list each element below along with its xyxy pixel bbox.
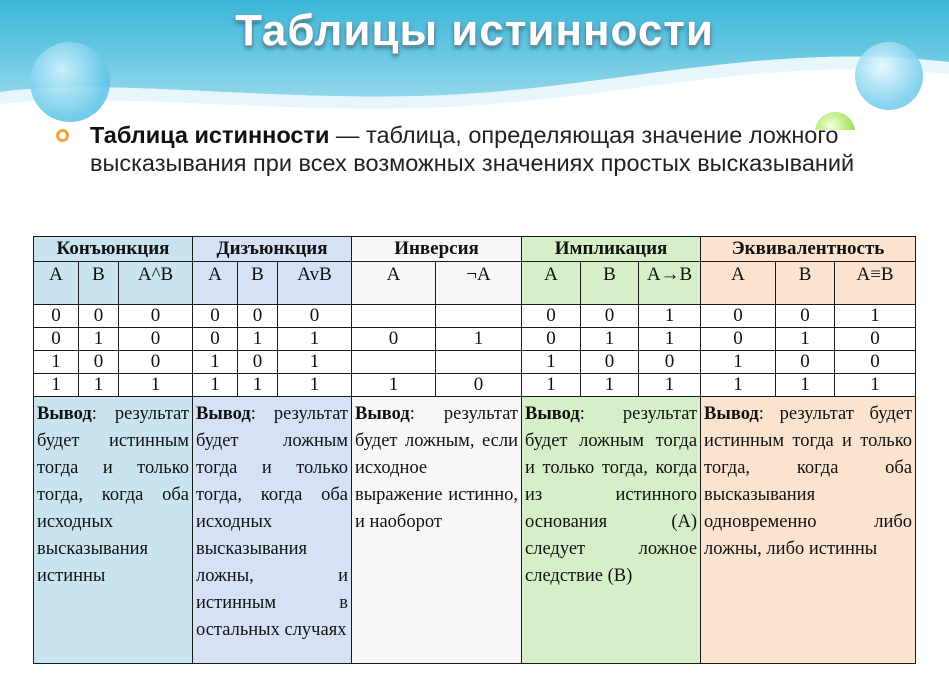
table-cell: 1 bbox=[119, 374, 193, 397]
definition-term: Таблица истинности bbox=[90, 122, 330, 148]
table-cell: 0 bbox=[193, 305, 238, 328]
table-row bbox=[34, 328, 916, 351]
table-cell: 1 bbox=[522, 351, 581, 374]
column-header: A bbox=[34, 262, 79, 305]
table-cell: 1 bbox=[436, 328, 522, 351]
table-cell: 0 bbox=[835, 328, 916, 351]
conclusion-label: Вывод bbox=[704, 404, 759, 424]
table-cell: 1 bbox=[776, 374, 835, 397]
conclusion-text: : результат будет ложным, если исходное выражение истинно, и наоборот bbox=[355, 404, 519, 532]
table-cell: 1 bbox=[278, 328, 352, 351]
column-header: B bbox=[581, 262, 639, 305]
header-conjunction: Конъюнкция bbox=[34, 237, 193, 262]
column-header: AvB bbox=[278, 262, 352, 305]
header-implication: Импликация bbox=[522, 237, 701, 262]
column-header: A≡B bbox=[835, 262, 916, 305]
table-cell: 0 bbox=[34, 305, 79, 328]
slide-title: Таблицы истинности bbox=[235, 6, 714, 55]
table-cell: 0 bbox=[238, 305, 278, 328]
table-cell: 1 bbox=[193, 374, 238, 397]
conclusion-text: : результат будет ложным тогда и только тогда, когда оба исходных высказывания ложны, и истинным в остальных случаях bbox=[196, 404, 349, 640]
table-cell: 0 bbox=[776, 351, 835, 374]
table-cell: 0 bbox=[581, 351, 639, 374]
table-cell: 1 bbox=[639, 305, 701, 328]
header-equivalence: Эквивалентность bbox=[701, 237, 916, 262]
conclusion-equivalence bbox=[701, 397, 916, 664]
table-cell: 0 bbox=[352, 328, 436, 351]
table-cell: 1 bbox=[522, 374, 581, 397]
conclusion-implication bbox=[522, 397, 701, 664]
table-cell: 0 bbox=[119, 328, 193, 351]
table-cell: 1 bbox=[835, 374, 916, 397]
table-cell: 0 bbox=[436, 374, 522, 397]
column-header: A→B bbox=[639, 262, 701, 305]
table-cell: 1 bbox=[193, 351, 238, 374]
table-cell: 0 bbox=[238, 351, 278, 374]
table-cell: 0 bbox=[701, 305, 776, 328]
column-header: B bbox=[79, 262, 119, 305]
table-cell bbox=[352, 351, 436, 374]
table-cell: 1 bbox=[34, 351, 79, 374]
table-cell bbox=[352, 305, 436, 328]
truth-table bbox=[33, 236, 916, 664]
table-cell bbox=[436, 305, 522, 328]
table-row bbox=[34, 305, 916, 328]
table-cell: 1 bbox=[238, 328, 278, 351]
table-row bbox=[34, 351, 916, 374]
conclusion-disjunction bbox=[193, 397, 352, 664]
conclusion-text: : результат будет ложным тогда и только тогда, когда из истинного основания (A) следует ложное следствие (B) bbox=[525, 404, 698, 586]
conclusion-label: Вывод bbox=[355, 404, 410, 424]
header-disjunction: Дизъюнкция bbox=[193, 237, 352, 262]
table-cell: 0 bbox=[522, 305, 581, 328]
table-header-row bbox=[34, 237, 916, 262]
column-header: B bbox=[776, 262, 835, 305]
table-cell: 1 bbox=[835, 305, 916, 328]
conclusion-inversion bbox=[352, 397, 522, 664]
table-cell: 1 bbox=[701, 351, 776, 374]
table-cell: 0 bbox=[776, 305, 835, 328]
table-cell: 1 bbox=[278, 351, 352, 374]
column-header: ¬A bbox=[436, 262, 522, 305]
table-cell: 1 bbox=[352, 374, 436, 397]
table-cell: 1 bbox=[581, 328, 639, 351]
table-cell: 1 bbox=[238, 374, 278, 397]
table-cell: 1 bbox=[278, 374, 352, 397]
table-cell: 1 bbox=[701, 374, 776, 397]
table-cell: 1 bbox=[79, 328, 119, 351]
column-header: A bbox=[701, 262, 776, 305]
definition-text bbox=[90, 121, 890, 177]
conclusion-conjunction bbox=[34, 397, 193, 664]
table-cell: 0 bbox=[79, 305, 119, 328]
table-cell: 1 bbox=[581, 374, 639, 397]
table-cell: 1 bbox=[639, 328, 701, 351]
conclusion-text: : результат будет истинным тогда и только тогда, когда оба исходных высказывания истинны bbox=[37, 404, 189, 586]
table-cell: 1 bbox=[639, 374, 701, 397]
table-row bbox=[34, 374, 916, 397]
column-header: A^B bbox=[119, 262, 193, 305]
header-inversion: Инверсия bbox=[352, 237, 522, 262]
definition-rest: — таблица, определяющая значение ложного высказывания при всех возможных значениях простых высказываний bbox=[90, 122, 855, 176]
table-cell: 0 bbox=[34, 328, 79, 351]
conclusion-label: Вывод bbox=[196, 404, 251, 424]
conclusion-label: Вывод bbox=[525, 404, 580, 424]
table-cell: 0 bbox=[639, 351, 701, 374]
table-cell: 0 bbox=[193, 328, 238, 351]
conclusion-text: : результат будет истинным тогда и только тогда, когда оба высказывания одновременно либо ложны, либо истинны bbox=[704, 404, 913, 559]
column-header: A bbox=[352, 262, 436, 305]
table-cell: 0 bbox=[119, 305, 193, 328]
table-cell: 1 bbox=[34, 374, 79, 397]
table-cell: 0 bbox=[79, 351, 119, 374]
column-header: B bbox=[238, 262, 278, 305]
conclusion-label: Вывод bbox=[37, 404, 92, 424]
table-columns-row bbox=[34, 262, 916, 305]
table-cell: 1 bbox=[79, 374, 119, 397]
column-header: A bbox=[522, 262, 581, 305]
column-header: A bbox=[193, 262, 238, 305]
table-cell: 0 bbox=[278, 305, 352, 328]
table-cell bbox=[436, 351, 522, 374]
conclusion-row bbox=[34, 397, 916, 664]
table-cell: 0 bbox=[581, 305, 639, 328]
table-cell: 0 bbox=[701, 328, 776, 351]
table-cell: 0 bbox=[119, 351, 193, 374]
bullet-icon bbox=[56, 129, 69, 142]
table-cell: 1 bbox=[776, 328, 835, 351]
table-cell: 0 bbox=[835, 351, 916, 374]
table-cell: 0 bbox=[522, 328, 581, 351]
